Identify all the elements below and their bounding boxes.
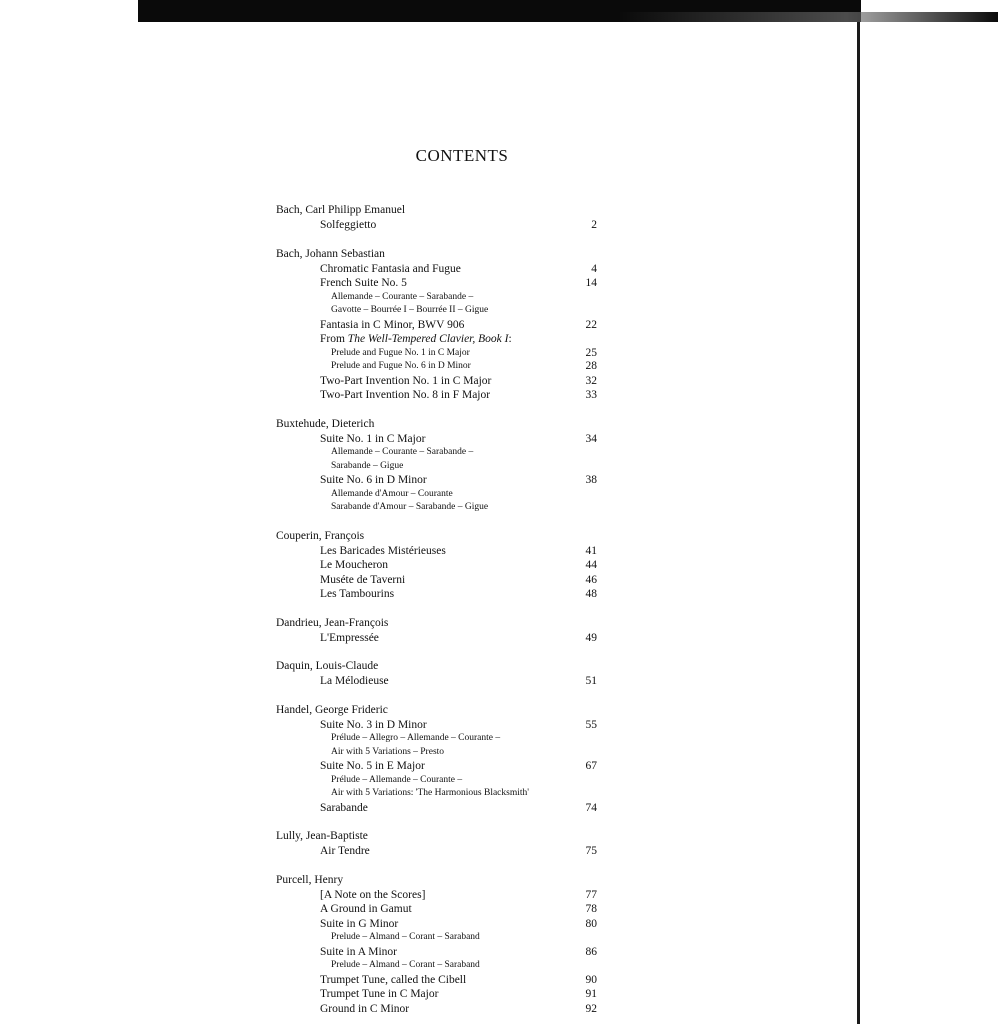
entry-title: Suite in A Minor [320,945,397,958]
composer-name: Bach, Johann Sebastian [276,247,385,260]
movement-text: Air with 5 Variations: 'The Harmonious Blacksmith' [331,788,529,798]
movement-list [276,732,601,746]
movement-text: Gavotte – Bourrée I – Bourrée II – Gigue [331,305,489,315]
composer-section [276,829,601,859]
contents-entry [276,1002,601,1017]
page-number: 51 [585,675,597,687]
contents-entry [276,631,601,646]
contents-entry [276,388,601,403]
entry-title: From [320,333,348,345]
movement-list [276,931,601,945]
page-number: 86 [585,945,597,958]
movement-list [276,501,601,515]
entry-title: Les Baricades Mistérieuses [320,544,446,557]
entry-title: Trumpet Tune, called the Cibell [320,973,467,986]
composer-section [276,616,601,646]
entry-title: Air Tendre [320,845,370,857]
page-number: 46 [585,573,597,586]
contents-entry [276,718,601,733]
movement-text: Sarabande d'Amour – Sarabande – Gigue [331,502,489,512]
entry-title: [A Note on the Scores] [320,888,426,901]
entry-title: Solfeggietto [320,219,377,231]
page-number: 32 [585,374,597,387]
entry-title: La Mélodieuse [320,675,389,687]
page-number: 48 [585,588,597,600]
movement-text: Air with 5 Variations – Presto [331,746,445,757]
contents-entry [276,674,601,689]
entry-title: French Suite No. 5 [320,277,407,289]
page-number: 34 [585,432,597,445]
contents-entry [276,473,601,488]
page-title: CONTENTS [415,146,509,165]
entry-title: Muséte de Taverni [320,573,406,586]
entry-title: Chromatic Fantasia and Fugue [320,262,461,275]
scan-artifact [618,12,998,22]
movement-list [276,291,601,305]
contents-entry [276,218,601,233]
entry-title: Trumpet Tune in C Major [320,988,439,1000]
entry-title: L'Empressée [320,631,379,644]
movement-list [276,446,601,460]
page-number: 38 [585,474,597,486]
page-number: 22 [585,318,597,331]
contents-entry [276,888,601,903]
entry-title: Le Moucheron [320,559,389,571]
page-number: 74 [585,801,597,814]
entry-title: Ground in C Minor [320,1002,410,1015]
composer-name: Buxtehude, Dieterich [276,417,375,430]
contents-entry [276,262,601,277]
contents-entry [276,801,601,816]
contents-entry [276,917,601,932]
page-number: 90 [585,973,597,986]
movement-list [276,460,601,474]
movement-text: Prelude and Fugue No. 1 in C Major [331,347,470,358]
contents-entry [276,374,601,389]
composer-name: Daquin, Louis-Claude [276,660,379,672]
composer-section [276,873,601,1017]
composer-section [276,703,601,816]
contents-entry [276,432,601,447]
page-number: 92 [585,1002,597,1015]
entry-title: Sarabande [320,801,368,814]
page-number: 78 [585,903,597,915]
composer-name: Purcell, Henry [276,873,344,886]
composer-section [276,659,601,689]
contents-entry [276,276,601,291]
entry-title: Two-Part Invention No. 8 in F Major [320,389,491,401]
composer-section [276,417,601,515]
contents-entry [276,318,601,333]
contents-entry [276,902,601,917]
entry-title: Les Tambourins [320,588,395,600]
entry-title: A Ground in Gamut [320,903,412,915]
movement-list [276,304,601,318]
page-number: 75 [585,845,597,857]
page-number: 80 [585,917,597,930]
composer-name: Bach, Carl Philipp Emanuel [276,204,406,216]
movement-text: Allemande – Courante – Sarabande – [331,447,474,457]
contents-entry [276,332,601,347]
entry-title: Suite in G Minor [320,917,399,930]
page-number: 28 [585,360,597,372]
contents-list [276,203,601,1030]
entry-title-suffix: : [508,333,512,345]
page-number: 55 [585,718,597,731]
movement-text: Prelude and Fugue No. 6 in D Minor [331,361,471,371]
movement-list [276,360,601,374]
entry-title: Suite No. 6 in D Minor [320,474,427,486]
contents-entry [276,573,601,588]
entry-title-italic: The Well-Tempered Clavier, Book I [347,333,509,345]
contents-entry [276,973,601,988]
contents-entry [276,558,601,573]
composer-name: Couperin, François [276,529,365,542]
movement-list [276,774,601,788]
page-number: 91 [585,988,597,1000]
composer-name: Dandrieu, Jean-François [276,616,389,629]
page-number: 77 [585,888,597,901]
entry-title: Fantasia in C Minor, BWV 906 [320,318,465,331]
contents-entry [276,759,601,774]
composer-name: Handel, George Frideric [276,703,388,716]
movement-list [276,488,601,502]
page-number: 4 [591,262,597,275]
page-number: 14 [585,277,597,289]
movement-list [276,787,601,801]
movement-list [276,959,601,973]
contents-entry [276,587,601,602]
movement-list [276,746,601,760]
movement-text: Allemande d'Amour – Courante [331,488,453,499]
composer-section [276,203,601,233]
composer-section [276,247,601,403]
entry-title: Suite No. 3 in D Minor [320,718,427,731]
contents-entry [276,945,601,960]
contents-entry [276,987,601,1002]
scan-top-border [138,0,861,22]
contents-entry [276,844,601,859]
movement-text: Prélude – Allemande – Courante – [331,774,463,785]
scan-right-edge [857,22,860,1024]
movement-text: Prelude – Almand – Corant – Saraband [331,932,480,942]
composer-name: Lully, Jean-Baptiste [276,830,368,842]
page-number: 2 [591,219,597,231]
movement-text: Prelude – Almand – Corant – Saraband [331,960,480,970]
contents-entry [276,544,601,559]
page-number: 33 [585,389,597,401]
entry-title: Suite No. 5 in E Major [320,760,425,772]
movement-text: Allemande – Courante – Sarabande – [331,291,474,302]
composer-section [276,529,601,602]
movement-text: Sarabande – Gigue [331,460,404,471]
page-number: 67 [585,760,597,772]
page-number: 49 [585,631,597,644]
movement-list [276,347,601,361]
movement-text: Prélude – Allegro – Allemande – Courante – [331,733,501,743]
page-number: 41 [585,544,597,557]
page-number: 44 [585,559,597,571]
entry-title: Two-Part Invention No. 1 in C Major [320,374,492,387]
entry-title: Suite No. 1 in C Major [320,432,426,445]
page-number: 25 [585,346,597,359]
